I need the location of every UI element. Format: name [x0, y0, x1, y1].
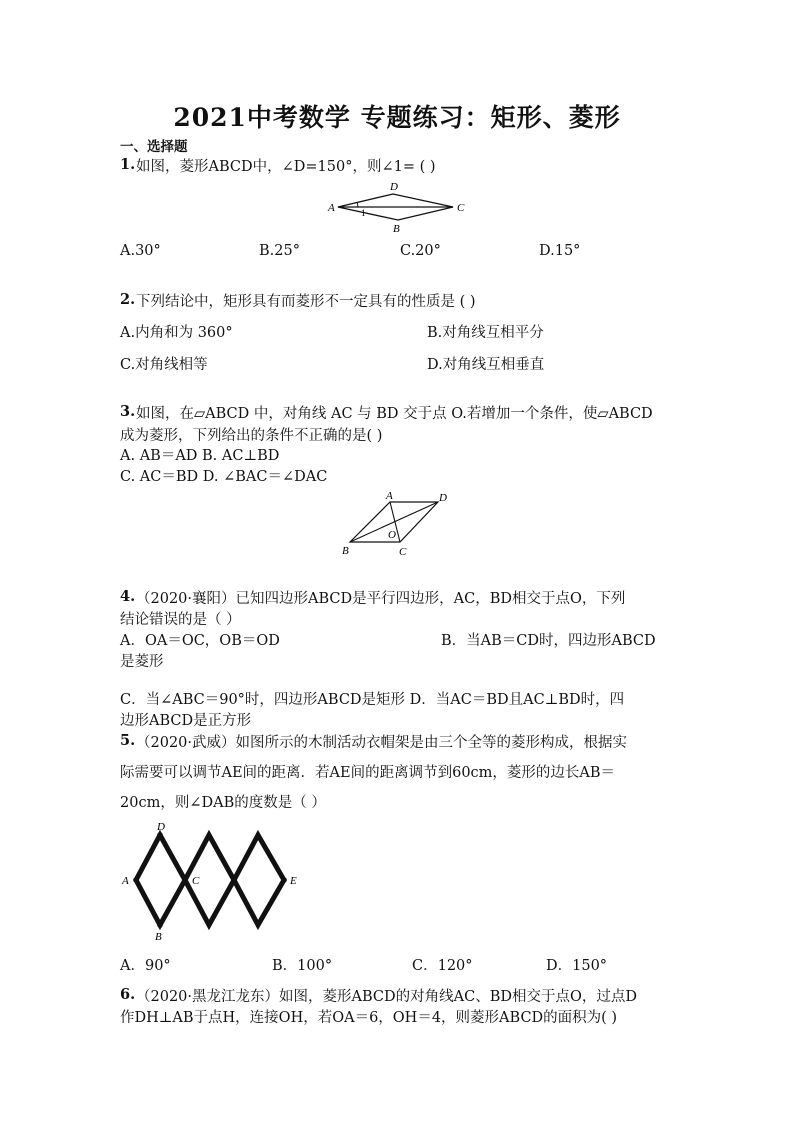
q4-option-a: A．OA＝OC，OB＝OD [120, 633, 280, 649]
label-b: B [393, 223, 400, 234]
q2-option-b: B.对角线互相平分 [427, 325, 544, 341]
q5-stem-line2: 际需要可以调节AE间的距离．若AE间的距离调节到60cm，菱形的边长AB＝ [120, 765, 616, 781]
q4-stem-line2: 结论错误的是（ ） [120, 612, 241, 628]
q5-option-c: C．120° [412, 958, 473, 974]
label-d: D [157, 821, 165, 833]
q4-options-cd-line2: 边形ABCD是正方形 [120, 713, 252, 729]
label-o: O [388, 529, 396, 541]
joint-e [281, 877, 287, 883]
q3-parallelogram-figure [338, 488, 458, 560]
q5-option-d: D．150° [546, 958, 608, 974]
q1-number: 1. [120, 156, 136, 173]
three-rhombi-frame [136, 835, 284, 925]
q4-options-cd-line1: C．当∠ABC＝90°时，四边形ABCD是矩形 D．当AC＝BD且AC⊥BD时，四 [120, 692, 625, 708]
q5-coat-rack-figure [118, 820, 318, 945]
angle-1-arc [358, 203, 359, 207]
q4-option-b-line2: 是菱形 [120, 654, 164, 670]
q5-option-a: A．90° [120, 958, 171, 974]
joint-a [133, 877, 139, 883]
joint-middle [231, 877, 237, 883]
q5-stem-line3: 20cm，则∠DAB的度数是（ ） [120, 795, 326, 811]
q1-option-c: C.20° [400, 243, 441, 259]
q2-option-d: D.对角线互相垂直 [427, 357, 545, 373]
q1-option-b: B.25° [259, 243, 300, 259]
q1-option-a: A.30° [120, 243, 161, 259]
label-c: C [457, 202, 465, 214]
q5-stem-line1: （2020·武威）如图所示的木制活动衣帽架是由三个全等的菱形构成，根据实 [136, 735, 628, 751]
q5-number: 5. [120, 732, 136, 749]
joint-c [182, 877, 188, 883]
q2-number: 2. [120, 291, 136, 308]
page-title: 2021中考数学 专题练习：矩形、菱形 [173, 103, 621, 132]
q3-options-line2: C. AC＝BD D. ∠BAC＝∠DAC [120, 469, 328, 485]
q5-option-b: B．100° [272, 958, 333, 974]
label-b: B [342, 545, 349, 557]
q4-stem-line1: （2020·襄阳）已知四边形ABCD是平行四边形，AC，BD相交于点O，下列 [136, 591, 626, 607]
q2-option-a: A.内角和为 360° [120, 325, 233, 341]
q1-option-d: D.15° [539, 243, 581, 259]
label-a: A [386, 490, 393, 502]
q3-number: 3. [120, 403, 136, 420]
label-d: D [439, 492, 447, 504]
q4-option-b-line1: B．当AB＝CD时，四边形ABCD [441, 633, 656, 649]
q1-rhombus-figure [320, 178, 470, 234]
q3-options-line1: A. AB＝AD B. AC⊥BD [120, 448, 280, 464]
label-a: A [328, 202, 335, 214]
joint-d [157, 832, 163, 838]
q6-stem-line2: 作DH⊥AB于点H，连接OH，若OA＝6，OH＝4，则菱形ABCD的面积为( ) [120, 1010, 618, 1026]
label-c: C [192, 875, 200, 887]
joint-b [157, 922, 163, 928]
label-d: D [390, 181, 398, 193]
label-angle-1: 1 [361, 208, 366, 218]
label-e: E [290, 875, 297, 887]
q6-stem-line1: （2020·黑龙江龙东）如图，菱形ABCD的对角线AC、BD相交于点O，过点D [136, 989, 637, 1005]
section-heading: 一、选择题 [120, 139, 188, 155]
q6-number: 6. [120, 986, 136, 1003]
q3-stem-line1: 如图，在▱ABCD 中，对角线 AC 与 BD 交于点 O.若增加一个条件，使▱ABCD [136, 406, 653, 422]
q4-number: 4. [120, 588, 136, 605]
q2-stem: 下列结论中，矩形具有而菱形不一定具有的性质是 ( ) [136, 294, 476, 310]
label-c: C [399, 546, 407, 558]
q1-stem: 如图，菱形ABCD中，∠D=150°，则∠1= ( ) [136, 159, 436, 175]
label-a: A [122, 875, 129, 887]
label-b: B [155, 931, 162, 943]
q2-option-c: C.对角线相等 [120, 357, 208, 373]
q3-stem-line2: 成为菱形，下列给出的条件不正确的是( ) [120, 428, 383, 444]
